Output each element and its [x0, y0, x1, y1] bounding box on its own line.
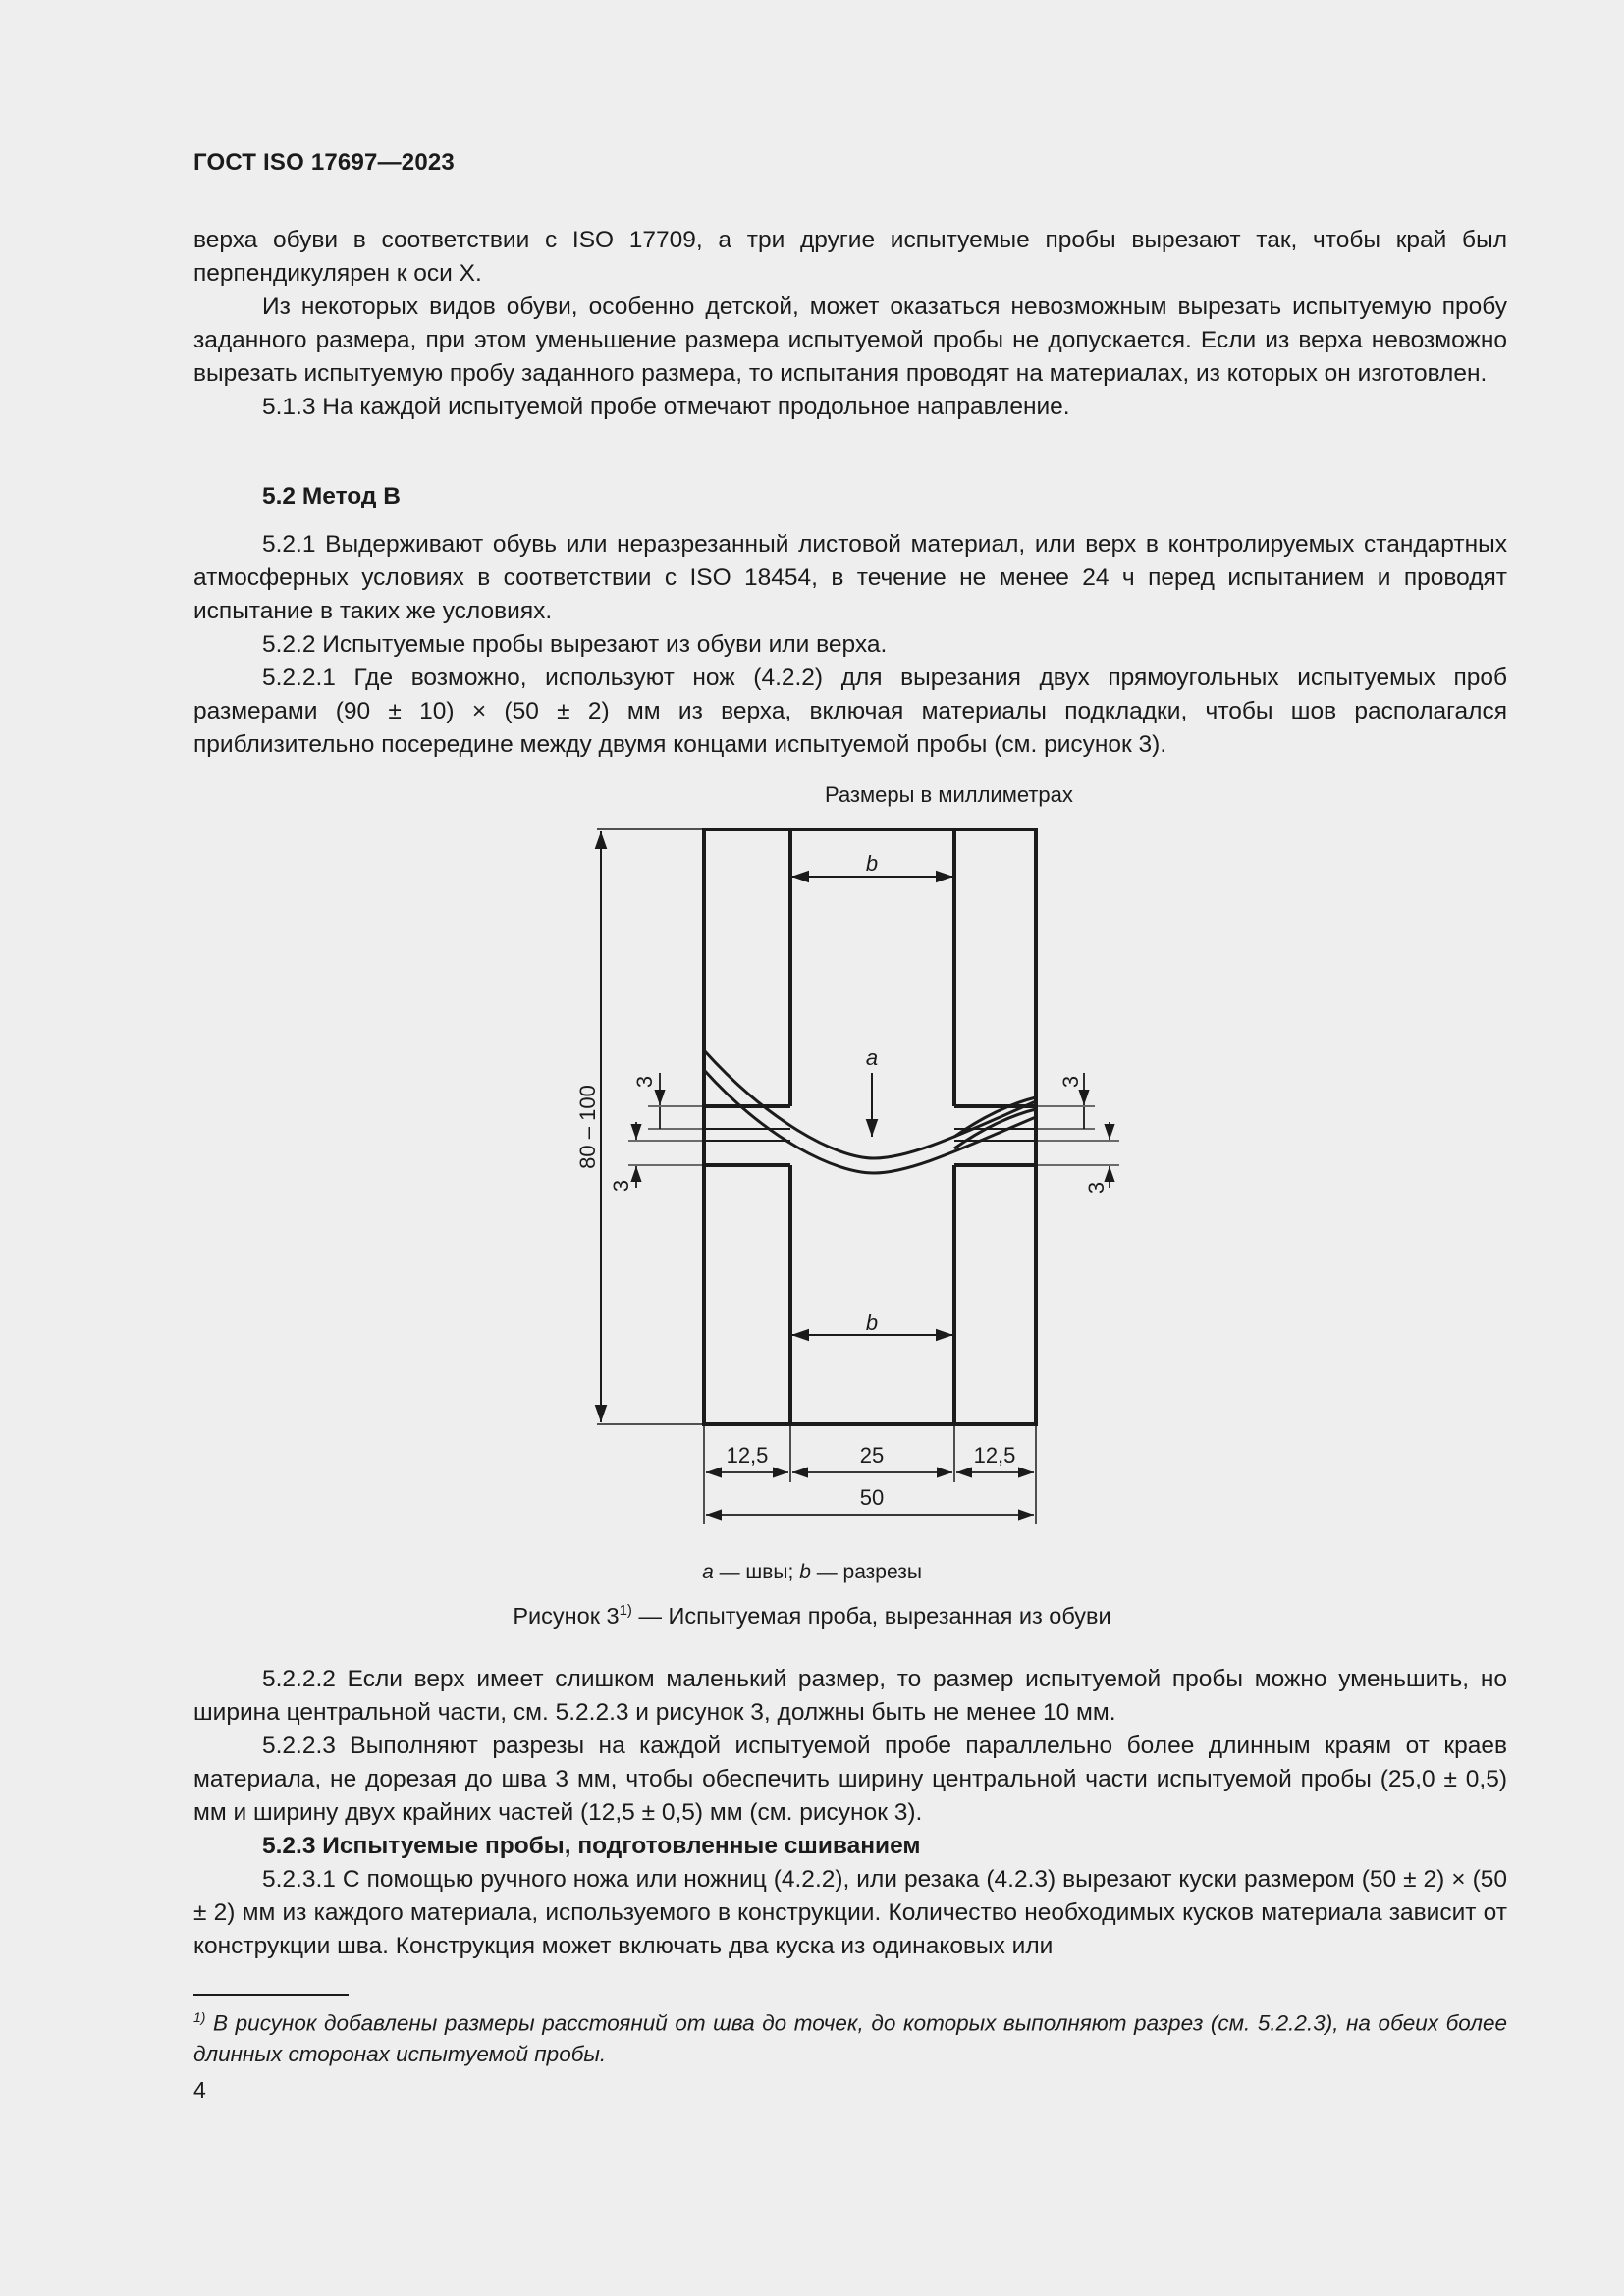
legend-b-text: — разрезы — [810, 1561, 922, 1583]
section-heading-52 — [193, 480, 1507, 513]
label-a: a — [865, 1045, 879, 1070]
footnote — [193, 2002, 1507, 2069]
paragraph: 5.2.2.3 Выполняют разрезы на каждой испытуемой пробе параллельно более длинным краям от краев материала, не дорезая до шва 3 мм, чтобы обеспечить ширину центральной части испытуемой пробы (25,0 ± 0,5) мм и ширину двух крайних частей (12,5 ± 0,5) мм (см. рисунок 3). — [193, 1733, 1507, 1826]
legend-a-text: — швы; — [713, 1561, 800, 1583]
footnote-text: В рисунок добавлены размеры расстояний от шва до точек, до которых выполняют разрез (см. 5.2.2.3), на обеих более длинных сторонах испытуемой пробы. — [193, 2010, 1507, 2066]
text-block-top — [193, 224, 1507, 424]
paragraph: 5.2.1 Выдерживают обувь или неразрезанный листовой материал, или верх в контролируемых стандартных атмосферных условиях в соответствии с ISO 18454, в течение не менее 24 ч перед испытанием и проводят испытание в таких же условиях. — [193, 531, 1507, 624]
label-width-total: 50 — [859, 1485, 885, 1510]
paragraph: 5.2.2 Испытуемые пробы вырезают из обуви или верха. — [262, 631, 888, 658]
paragraph: 5.2.3.1 С помощью ручного ножа или ножниц (4.2.2), или резака (4.2.3) вырезают куски размером (50 ± 2) × (50 ± 2) мм из каждого материала, используемого в конструкции. Количество необходимых кусков материала зависит от конструкции шва. Конструкция может включать два куска из одинаковых или — [193, 1866, 1507, 1959]
caption-footnote-ref: 1) — [619, 1602, 632, 1619]
label-offset-right-top: 3 — [1058, 1075, 1083, 1089]
paragraph: Из некоторых видов обуви, особенно детской, может оказаться невозможным вырезать испытуемую пробу заданного размера, при этом уменьшение размера испытуемой пробы не допускается. Если из верха невозможно вырезать испытуемую пробу заданного размера, то испытания проводят на материалах, из которых он изготовлен. — [193, 294, 1507, 387]
paragraph: верха обуви в соответствии с ISO 17709, а три другие испытуемые пробы вырезают так, чтобы край был перпендикулярен к оси X. — [193, 227, 1507, 287]
label-width-center: 25 — [859, 1443, 885, 1468]
legend-b-symbol: b — [799, 1561, 811, 1583]
specimen-figure — [550, 815, 1139, 1541]
label-height: 80 – 100 — [575, 1085, 600, 1169]
document-header: ГОСТ ISO 17697—2023 — [193, 149, 455, 176]
text-block-after-figure — [193, 1663, 1507, 1963]
section-heading: 5.2 Метод B — [262, 483, 401, 509]
page-number: 4 — [193, 2077, 206, 2103]
figure-legend — [0, 1561, 1624, 1584]
caption-prefix: Рисунок 3 — [513, 1602, 620, 1629]
figure-caption — [0, 1602, 1624, 1629]
label-offset-right-bottom: 3 — [1084, 1181, 1109, 1195]
label-width-left: 12,5 — [726, 1443, 769, 1468]
label-width-right: 12,5 — [973, 1443, 1016, 1468]
legend-a-symbol: a — [702, 1561, 714, 1583]
label-offset-left-top: 3 — [632, 1075, 657, 1089]
paragraph: 5.2.2.1 Где возможно, используют нож (4.2.2) для вырезания двух прямоугольных испытуемых проб размерами (90 ± 10) × (50 ± 2) мм из верха, включая материалы подкладки, чтобы шов располагался приблизительно посередине между двумя концами испытуемой пробы (см. рисунок 3). — [193, 665, 1507, 758]
paragraph: 5.1.3 На каждой испытуемой пробе отмечают продольное направление. — [262, 394, 1070, 420]
label-b-bottom: b — [865, 1310, 879, 1335]
caption-text: — Испытуемая проба, вырезанная из обуви — [631, 1602, 1111, 1629]
paragraph: 5.2.2.2 Если верх имеет слишком маленький размер, то размер испытуемой пробы можно уменьшить, но ширина центральной части, см. 5.2.2.3 и рисунок 3, должны быть не менее 10 мм. — [193, 1666, 1507, 1726]
text-block-52 — [193, 528, 1507, 762]
label-b-top: b — [865, 851, 879, 876]
figure-units-note: Размеры в миллиметрах — [825, 782, 1073, 807]
footnote-marker: 1) — [193, 2009, 206, 2025]
footnote-divider — [193, 1994, 349, 1996]
section-heading: 5.2.3 Испытуемые пробы, подготовленные сшиванием — [262, 1833, 921, 1859]
label-offset-left-bottom: 3 — [609, 1179, 633, 1193]
